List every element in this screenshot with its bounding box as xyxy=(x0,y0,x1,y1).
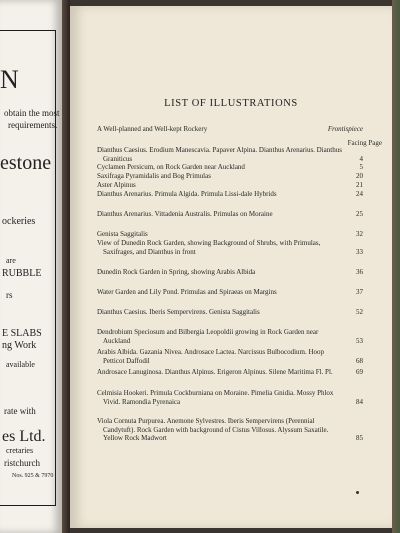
book-cover-edge xyxy=(392,0,400,533)
illustration-page-number: 21 xyxy=(356,181,363,189)
advertisement-text: N xyxy=(0,65,19,94)
illustration-page-number: 68 xyxy=(356,356,363,365)
advertisement-text: Nos. 925 & 7970 xyxy=(12,473,54,479)
illustration-entry xyxy=(97,417,363,443)
advertisement-text: available xyxy=(6,360,35,369)
illustration-page-number: 84 xyxy=(356,397,363,406)
illustration-page-number: 32 xyxy=(356,230,363,238)
illustrations-page xyxy=(70,6,392,528)
illustration-entry xyxy=(97,239,363,256)
illustration-page-number: 36 xyxy=(356,268,363,276)
advertisement-text: E SLABS xyxy=(2,328,42,339)
advertisement-text: cretaries xyxy=(6,446,34,455)
illustration-entry xyxy=(97,190,363,199)
illustration-page-number: 25 xyxy=(356,210,363,218)
illustration-page-number: 52 xyxy=(356,308,363,316)
illustration-caption: View of Dunedin Rock Garden, showing Background of Shrubs, with Primulas, Saxifrages, and Dianthus in front xyxy=(97,239,321,256)
illustration-page-number: 5 xyxy=(359,163,363,171)
advertisement-text: es Ltd. xyxy=(2,428,46,445)
illustration-page-number: 33 xyxy=(356,247,363,256)
advertisement-text: RUBBLE xyxy=(2,268,42,279)
illustration-entry xyxy=(97,172,363,181)
illustration-entry xyxy=(97,389,363,406)
illustration-caption: Viola Cornuta Purpurea. Anemone Sylvestres. Iberis Sempervirens (Perennial Candytuft). Rock Garden with background of Cistus Villosus. Alyssum Saxatile. Yellow Rock Madwort xyxy=(97,417,329,443)
page-title: LIST OF ILLUSTRATIONS xyxy=(164,98,298,109)
illustration-caption: Androsace Lanuginosa. Dianthus Alpinus. Erigeron Alpinus. Silene Maritima Fl. Pl. xyxy=(97,368,333,376)
advertisement-text: obtain the most xyxy=(4,108,60,118)
illustration-page-number: 24 xyxy=(356,190,363,198)
illustration-entry xyxy=(97,230,363,239)
advertisement-text: requirements. xyxy=(8,120,58,130)
book-spine xyxy=(62,0,70,533)
illustration-page-number: 20 xyxy=(356,172,363,180)
illustration-caption: Arabis Albida. Gazania Nivea. Androsace Lactea. Narcissus Bulbocodium. Hoop Petticot Daffodil xyxy=(97,348,325,365)
illustration-entry xyxy=(97,125,363,134)
illustration-caption: Water Garden and Lily Pond. Primulas and Spiraeas on Margins xyxy=(97,288,277,296)
illustration-caption: Dunedin Rock Garden in Spring, showing Arabis Albida xyxy=(97,268,256,276)
illustration-caption: Dendrobium Speciosum and Bilbergia Leopoldii growing in Rock Garden near Auckland xyxy=(97,328,319,345)
illustration-entry xyxy=(97,268,363,277)
illustration-entry xyxy=(97,146,363,163)
illustration-caption: Celmisia Hookeri. Primula Cockburniana on Moraine. Pimelia Gnidia. Mossy Phlox Vivid. Ramondia Pyrenaica xyxy=(97,389,334,406)
illustration-caption: Aster Alpinus xyxy=(97,181,136,189)
illustration-caption: Saxifraga Pyramidalis and Bog Primulas xyxy=(97,172,211,180)
advertisement-text: ockeries xyxy=(2,216,36,227)
advertisement-text: ng Work xyxy=(2,340,37,351)
advertisement-text: are xyxy=(6,256,16,265)
illustration-caption: Dianthus Caesius. Iberis Sempervirens. Genista Saggitalis xyxy=(97,308,260,316)
illustration-caption: Dianthus Arenarius. Primula Algida. Primula Lissi-dale Hybrids xyxy=(97,190,277,198)
illustration-entry xyxy=(97,328,363,345)
illustration-entry xyxy=(97,308,363,317)
advertisement-text: rs xyxy=(6,290,13,300)
illustration-entry xyxy=(97,368,363,377)
page-mark xyxy=(356,491,359,494)
illustration-page-number: 4 xyxy=(359,154,363,163)
facing-page-header: Facing Page xyxy=(347,139,382,147)
illustration-page-number: Frontispiece xyxy=(327,125,363,133)
illustration-page-number: 53 xyxy=(356,336,363,345)
illustration-entry xyxy=(97,210,363,219)
illustration-page-number: 69 xyxy=(356,368,363,376)
illustration-caption: Dianthus Arenarius. Vittadenia Australis. Primulas on Moraine xyxy=(97,210,273,218)
illustration-entry xyxy=(97,288,363,297)
illustration-caption: Dianthus Caesius. Erodium Manescavia. Papaver Alpina. Dianthus Arenarius. Dianthus Graniticus xyxy=(97,146,342,163)
illustration-page-number: 37 xyxy=(356,288,363,296)
advertisement-text: estone xyxy=(0,152,52,174)
illustration-entry xyxy=(97,163,363,172)
advertisement-text: rate with xyxy=(4,406,36,416)
illustration-caption: Cyclamen Persicum, on Rock Garden near Auckland xyxy=(97,163,245,171)
left-advertisement-page xyxy=(0,0,62,533)
illustration-entry xyxy=(97,348,363,365)
illustration-caption: A Well-planned and Well-kept Rockery xyxy=(97,125,208,133)
illustration-page-number: 85 xyxy=(356,434,363,443)
illustration-entry xyxy=(97,181,363,190)
illustration-caption: Genista Saggitalis xyxy=(97,230,148,238)
advertisement-text: ristchurch xyxy=(4,458,40,468)
